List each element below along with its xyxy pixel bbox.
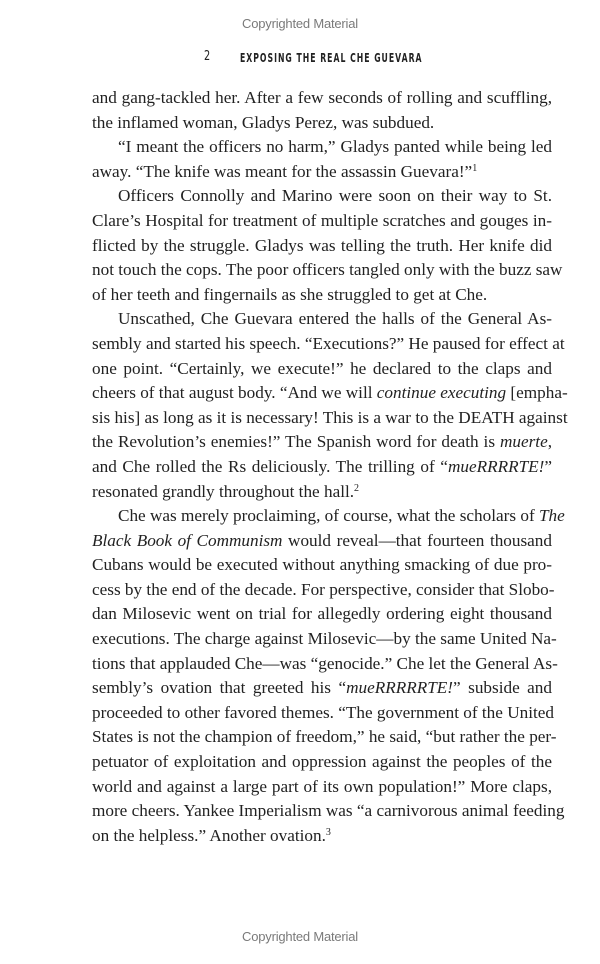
text-line [92, 135, 552, 160]
text-line [92, 111, 552, 136]
text-line [92, 799, 565, 824]
text-line [92, 209, 552, 234]
text-line [92, 529, 552, 554]
line-text: Clare’s Hospital for treatment of multiple scratches and gouges in- [92, 210, 552, 230]
running-head [0, 49, 600, 69]
line-text: flicted by the struggle. Gladys was telling the truth. Her knife did [92, 235, 552, 255]
text-line [92, 578, 555, 603]
line-text: would reveal—that fourteen thousand [282, 530, 552, 550]
text-line [92, 480, 552, 505]
italic-text: The [538, 506, 565, 526]
text-line [92, 307, 552, 332]
page-number: 2 [204, 49, 211, 64]
line-text: [empha- [506, 383, 568, 403]
line-text: proceeded to other favored themes. “The government of the United [92, 702, 554, 722]
line-text: world and against a large part of its own population!” More claps, [92, 776, 552, 796]
line-text: the inflamed woman, Gladys Perez, was subdued. [92, 112, 435, 132]
text-line [92, 750, 552, 775]
text-line [92, 455, 552, 480]
footnote-marker[interactable]: 2 [354, 482, 360, 494]
text-line [92, 430, 552, 455]
text-line [92, 504, 565, 529]
text-line [92, 553, 552, 578]
line-text: away. “The knife was meant for the assassin Guevara!” [92, 161, 473, 181]
line-text: ” [544, 456, 552, 476]
line-text: cess by the end of the decade. For perspective, consider that Slobo- [92, 579, 555, 599]
body-text [92, 86, 568, 848]
line-text: and Che rolled the Rs deliciously. The trilling of “ [92, 456, 448, 476]
footnote-marker[interactable]: 1 [472, 162, 478, 174]
footnote-marker[interactable]: 3 [325, 826, 331, 838]
line-text: “I meant the officers no harm,” Gladys panted while being led [118, 137, 552, 157]
line-text: one point. “Certainly, we execute!” he declared to the claps and [92, 358, 552, 378]
line-text: of her teeth and fingernails as she struggled to get at Che. [92, 284, 488, 304]
line-text: ” subside and [453, 678, 552, 698]
text-line [92, 234, 552, 259]
line-text: not touch the cops. The poor officers tangled only with the buzz saw [92, 260, 563, 280]
copyright-watermark-bottom: Copyrighted Material [242, 929, 358, 944]
text-line [92, 160, 552, 185]
italic-text: continue executing [376, 383, 507, 403]
line-text: Che was merely proclaiming, of course, what the scholars of [118, 506, 539, 526]
line-text: Officers Connolly and Marino were soon on their way to St. [118, 186, 552, 206]
text-line [92, 406, 568, 431]
text-line [92, 627, 557, 652]
text-line [92, 602, 552, 627]
text-line [92, 258, 563, 283]
line-text: petuator of exploitation and oppression against the peoples of the [92, 752, 552, 772]
text-line [92, 725, 557, 750]
text-line [92, 676, 552, 701]
text-line [92, 381, 568, 406]
italic-text: mueRRRRTE! [447, 456, 545, 476]
copyright-watermark-top: Copyrighted Material [242, 16, 358, 31]
italic-text: Black Book of Communism [92, 530, 283, 550]
line-text: the Revolution’s enemies!” The Spanish word for death is [92, 432, 500, 452]
line-text: tions that applauded Che—was “genocide.” Che let the General As- [92, 653, 558, 673]
line-text: sembly and started his speech. “Executions?” He paused for effect at [92, 333, 565, 353]
line-text: Cubans would be executed without anything smacking of due pro- [92, 555, 552, 575]
text-line [92, 701, 552, 726]
line-text: and gang-tackled her. After a few seconds of rolling and scuffling, [92, 88, 552, 107]
text-line [92, 332, 565, 357]
text-line [92, 824, 552, 849]
line-text: sembly’s ovation that greeted his “ [92, 678, 347, 698]
line-text: sis his] as long as it is necessary! This is a war to the DEATH against [92, 407, 568, 427]
text-line [92, 775, 552, 800]
line-text: dan Milosevic went on trial for allegedly ordering eight thousand [92, 604, 552, 624]
text-line [92, 86, 552, 111]
text-line [92, 357, 552, 382]
text-line [92, 184, 552, 209]
line-text: executions. The charge against Milosevic—by the same United Na- [92, 629, 557, 649]
line-text: on the helpless.” Another ovation. [92, 825, 326, 845]
line-text: resonated grandly throughout the hall. [92, 481, 355, 501]
line-text: Unscathed, Che Guevara entered the halls of the General As- [118, 309, 552, 329]
line-text: cheers of that august body. “And we will [92, 383, 377, 403]
line-text: States is not the champion of freedom,” he said, “but rather the per- [92, 727, 557, 747]
book-title: EXPOSING THE REAL CHE GUEVARA [240, 50, 423, 65]
italic-text: muerte [499, 432, 548, 452]
line-text: , [547, 432, 552, 452]
line-text: more cheers. Yankee Imperialism was “a carnivorous animal feeding [92, 801, 565, 821]
italic-text: mueRRRRRTE! [346, 678, 454, 698]
text-line [92, 283, 552, 308]
text-line [92, 652, 558, 677]
